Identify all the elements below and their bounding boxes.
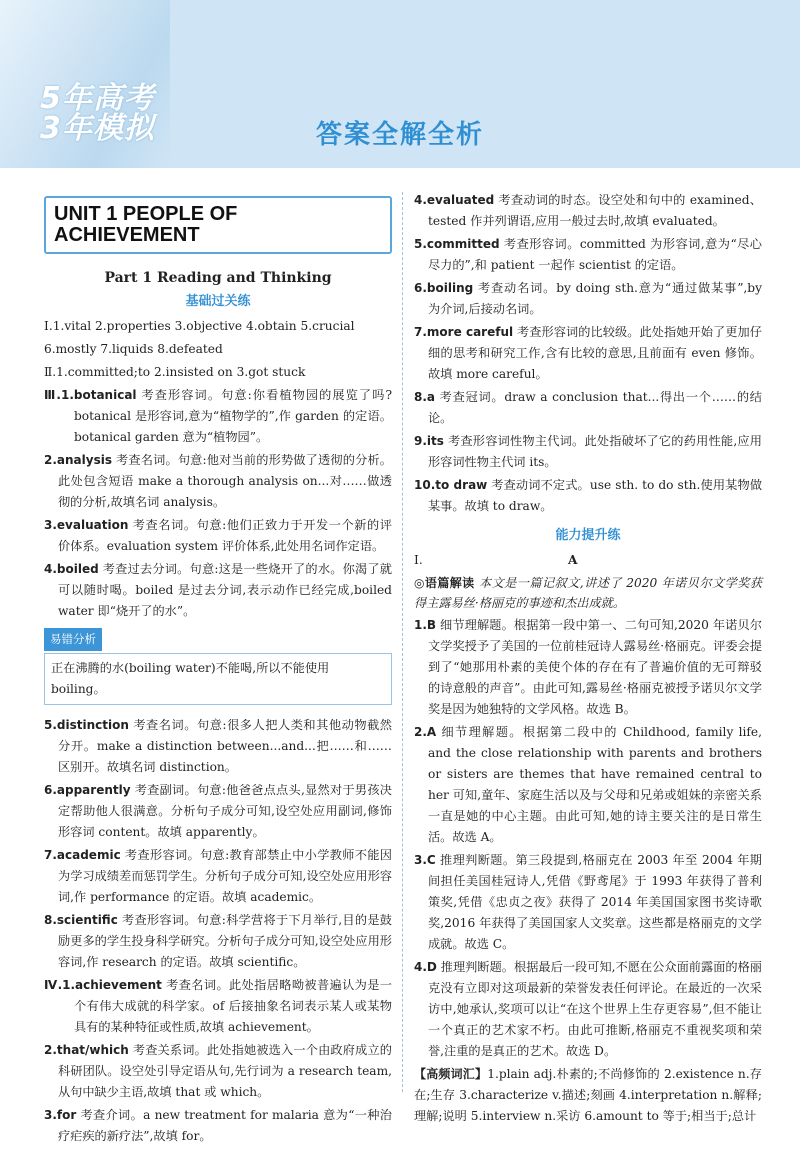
answer-number: 4.evaluated [414, 193, 495, 207]
answer-number: 2.that/which [44, 1043, 129, 1057]
answer-number: 1.B [414, 618, 437, 632]
section-heading-basic: 基础过关练 [185, 294, 251, 309]
page-header [0, 0, 800, 168]
answer-item [414, 190, 762, 232]
answer-item [44, 1040, 392, 1103]
answer-item [44, 975, 392, 1038]
answer-number: 5.distinction [44, 718, 129, 732]
answer-explanation: 考查名词。句意:他对当前的形势做了透彻的分析。此处包含短语 make a thorough analysis on...对……做透彻的分析,故填名词 analysis。 [58, 453, 392, 509]
right-column [414, 190, 762, 1129]
answer-explanation: 考查冠词。draw a conclusion that...得出一个……的结论。 [428, 390, 762, 425]
unit-title: UNIT 1 PEOPLE OF ACHIEVEMENT [44, 196, 392, 254]
answer-item [414, 431, 762, 473]
page-title: 答案全解全析 [315, 120, 484, 150]
answer-explanation: 考查介词。a new treatment for malaria 意为“一种治疗疟疾的新疗法”,故填 for。 [58, 1108, 392, 1143]
summary-label: ◎语篇解读 [414, 576, 475, 590]
section-heading-advanced: 能力提升练 [555, 528, 621, 543]
answer-item [44, 780, 392, 843]
passage-summary [414, 573, 762, 613]
answer-item [44, 715, 392, 778]
vocab-text: 1.plain adj.朴素的;不尚修饰的 2.existence n.存在;生存 3.characterize v.描述;刻画 4.interpretation n.解释;理解;说明 5.interview n.采访 6.amount to 等于;相当于;总计 [414, 1067, 762, 1123]
answer-line: Ⅰ.1.vital 2.properties 3.objective 4.obtain 5.crucial [44, 319, 355, 333]
answer-explanation: 考查动词不定式。use sth. to do sth.使用某物做某事。故填 to draw。 [428, 478, 763, 513]
answer-explanation: 考查形容词性物主代词。此处指破坏了它的药用性能,应用形容词性物主代词 its。 [428, 434, 762, 469]
answer-item [414, 322, 762, 385]
answer-number: 9.its [414, 434, 444, 448]
answer-number: Ⅳ.1.achievement [44, 978, 162, 992]
answer-item [44, 515, 392, 557]
answer-explanation: 推理判断题。第三段提到,格丽克在 2003 年至 2004 年期间担任美国桂冠诗人,凭借《野鸢尾》于 1993 年获得了普利策奖,凭借《忠贞之夜》获得了 2014 年美国国家图书奖诗歌奖,2016 年获得了美国国家人文奖章。这些都是格丽克的文学成就。故选 C。 [428, 853, 762, 951]
answer-explanation: 考查动名词。by doing sth.意为“通过做某事”,by 为介词,后接动名词。 [428, 281, 762, 316]
error-analysis-tag: 易错分析 [44, 628, 102, 651]
answer-line: Ⅱ.1.committed;to 2.insisted on 3.got stuck [44, 365, 306, 379]
answer-explanation: 考查动词的时态。设空处和句中的 examined、tested 作并列谓语,应用一般过去时,故填 evaluated。 [428, 193, 762, 228]
answer-item [414, 278, 762, 320]
answer-number: 4.D [414, 960, 437, 974]
passage-label: A [567, 553, 578, 567]
answer-number: 8.scientific [44, 913, 118, 927]
answer-explanation: 考查名词。句意:很多人把人类和其他动物截然分开。make a distinction between...and...把……和……区别开。故填名词 distinction。 [58, 718, 392, 774]
section-roman-line [414, 550, 762, 571]
answer-item [44, 1105, 392, 1147]
answer-number: 8.a [414, 390, 436, 404]
error-analysis-box: 正在沸腾的水(boiling water)不能喝,所以不能使用 boiling。 [44, 653, 392, 705]
answer-explanation: 细节理解题。根据第二段中的 Childhood, family life, and the close relationship with parents and brothers or sisters are themes that have remained central to her 可知,童年、家庭生活以及与父母和兄弟或姐妹的亲密关系一直是她的中心主题。由此可知,她的诗主要关注的是日常生活。故选 A。 [428, 725, 762, 844]
answer-explanation: 考查形容词。句意:科学营将于下月举行,目的是鼓励更多的学生投身科学研究。分析句子成分可知,设空处应用形容词,作 research 的定语。故填 scientific。 [58, 913, 392, 969]
answer-item [44, 845, 392, 908]
answer-number: 6.apparently [44, 783, 131, 797]
answer-item [414, 475, 762, 517]
answer-line: 6.mostly 7.liquids 8.defeated [44, 342, 223, 356]
answer-number: 2.analysis [44, 453, 112, 467]
answer-number: Ⅲ.1.botanical [44, 388, 137, 402]
roman-numeral: Ⅰ. [414, 553, 423, 567]
summary-text: 本文是一篇记叙文,讲述了 2020 年诺贝尔文学奖获得主露易丝·格丽克的事迹和杰出成就。 [414, 576, 762, 610]
logo-line-2: 3年模拟 [40, 111, 155, 146]
answer-explanation: 考查过去分词。句意:这是一些烧开了的水。你渴了就可以随时喝。boiled 是过去分词,表示动作已经完成,boiled water 即“烧开了的水”。 [58, 562, 392, 618]
answer-number: 10.to draw [414, 478, 488, 492]
answer-number: 3.C [414, 853, 436, 867]
answer-item [44, 910, 392, 973]
answer-number: 2.A [414, 725, 437, 739]
logo-line-1: 5年高考 [40, 81, 155, 116]
answer-item [414, 387, 762, 429]
answer-number: 7.more careful [414, 325, 514, 339]
answer-explanation: 细节理解题。根据第一段中第一、二句可知,2020 年诺贝尔文学奖授予了美国的一位前桂冠诗人露易丝·格丽克。评委会提到了“她那用朴素的美使个体的存在有了普遍价值的无可辩驳的诗意般的声音”。由此可知,露易丝·格丽克被授予诺贝尔文学奖是因为她独特的文学风格。故选 B。 [428, 618, 762, 716]
column-divider [402, 192, 404, 1092]
answer-explanation: 考查名词。此处指居略呦被普遍认为是一个有伟大成就的科学家。of 后接抽象名词表示某人或某物具有的某种特征或性质,故填 achievement。 [74, 978, 392, 1034]
answer-item [414, 722, 762, 848]
vocab-label: 【高频词汇】 [414, 1067, 488, 1081]
answer-explanation: 推理判断题。根据最后一段可知,不愿在公众面前露面的格丽克没有立即对这项最新的荣誉发表任何评论。在最近的一次采访中,她承认,奖项可以让“在这个世界上生存更容易”,但不能让一个真正的艺术家不朽。由此可推断,格丽克不重视奖项和荣誉,注重的是真正的艺术。故选 D。 [428, 960, 762, 1058]
answer-number: 4.boiled [44, 562, 99, 576]
answer-item [414, 234, 762, 276]
answer-item [414, 957, 762, 1062]
vocab-block [414, 1064, 762, 1127]
answer-explanation: 考查形容词。句意:教育部禁止中小学教师不能因为学习成绩差而惩罚学生。分析句子成分可知,设空处应用形容词,作 performance 的定语。故填 academic。 [58, 848, 392, 904]
answer-explanation: 考查形容词。句意:你看植物园的展览了吗?botanical 是形容词,意为“植物学的”,作 garden 的定语。botanical garden 意为“植物园”。 [74, 388, 392, 444]
answer-number: 7.academic [44, 848, 121, 862]
answer-item [44, 559, 392, 622]
answer-explanation: 考查形容词的比较级。此处指她开始了更加仔细的思考和研究工作,含有比较的意思,且前面有 even 修饰。故填 more careful。 [428, 325, 762, 381]
answer-number: 3.for [44, 1108, 77, 1122]
answer-number: 5.committed [414, 237, 500, 251]
answer-number: 3.evaluation [44, 518, 129, 532]
answer-item [414, 850, 762, 955]
answer-explanation: 考查形容词。committed 为形容词,意为“尽心尽力的”,和 patient 一起作 scientist 的定语。 [428, 237, 762, 272]
answer-item [414, 615, 762, 720]
left-column [44, 190, 392, 1149]
answer-number: 6.boiling [414, 281, 474, 295]
answer-explanation: 考查副词。句意:他爸爸点点头,显然对于男孩决定帮助他人很满意。分析句子成分可知,设空处应用副词,修饰形容词 content。故填 apparently。 [58, 783, 392, 839]
part-heading: Part 1 Reading and Thinking [104, 270, 332, 286]
answer-explanation: 考查关系词。此处指她被选入一个由政府成立的科研团队。设空处引导定语从句,先行词为 a research team,从句中缺少主语,故填 that 或 which。 [58, 1043, 392, 1099]
answer-item [44, 385, 392, 448]
answer-item [44, 450, 392, 513]
answer-explanation: 考查名词。句意:他们正致力于开发一个新的评价体系。evaluation system 评价体系,此处用名词作定语。 [58, 518, 392, 553]
